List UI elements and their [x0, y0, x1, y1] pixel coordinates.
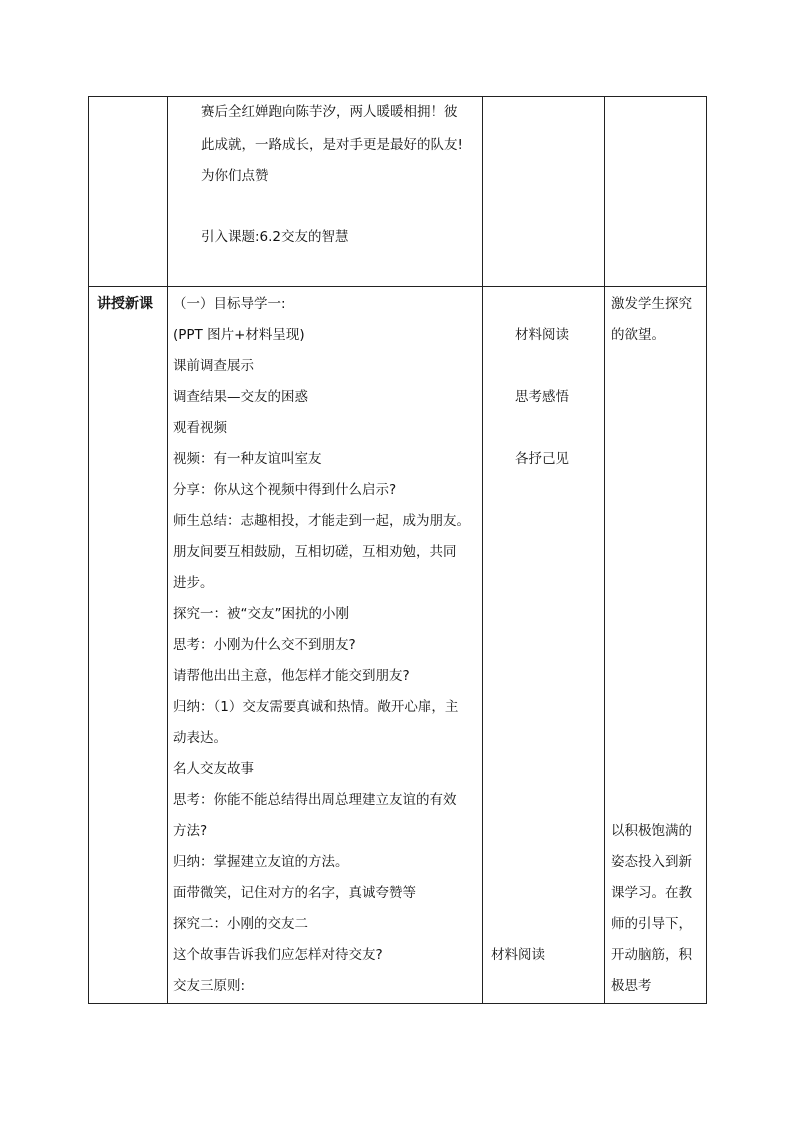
activity-line: 材料阅读 [515, 327, 569, 343]
section-title: 讲授新课 [97, 296, 153, 312]
table-row [89, 97, 707, 287]
content-line: 观看视频 [173, 420, 227, 436]
intent-line: 开动脑筋，积 [611, 947, 692, 963]
content-cell [168, 97, 483, 287]
intent-line: 课学习。在教 [611, 885, 692, 901]
content-line: 这个故事告诉我们应怎样对待交友? [173, 947, 383, 963]
activity-line: 材料阅读 [491, 947, 545, 963]
intent-line: 以积极饱满的 [611, 823, 692, 839]
content-line: 动表达。 [173, 730, 227, 746]
content-line: 交友三原则: [173, 978, 246, 994]
intent-line: 极思考 [611, 978, 652, 994]
content-line: 赛后全红婵跑向陈芋汐，两人暖暖相拥！彼 [201, 104, 458, 120]
content-line: 为你们点赞 [201, 168, 269, 184]
activity-line: 各抒己见 [515, 451, 569, 467]
content-line: 探究一：被“交友”困扰的小刚 [173, 606, 349, 622]
content-line: 请帮他出出主意，他怎样才能交到朋友? [173, 668, 410, 684]
content-cell [168, 287, 483, 1004]
content-line: 分享：你从这个视频中得到什么启示? [173, 482, 397, 498]
content-line: 引入课题:6.2交友的智慧 [201, 229, 349, 245]
intent-line: 激发学生探究 [611, 296, 692, 312]
content-line: 探究二：小刚的交友二 [173, 916, 308, 932]
content-line: （一）目标导学一: [173, 296, 286, 312]
content-line: (PPT 图片+材料呈现) [173, 327, 305, 343]
content-line: 思考：你能不能总结得出周总理建立友谊的有效 [173, 792, 457, 808]
section-cell [89, 287, 168, 1004]
content-line: 进步。 [173, 575, 214, 591]
content-line: 调查结果—交友的困惑 [173, 389, 308, 405]
intent-line: 姿态投入到新 [611, 854, 692, 870]
content-line: 视频：有一种友谊叫室友 [173, 451, 322, 467]
intent-line: 师的引导下， [611, 916, 692, 932]
content-line: 面带微笑，记住对方的名字，真诚夸赞等 [173, 885, 416, 901]
activity-line: 思考感悟 [515, 389, 569, 405]
intent-line: 的欲望。 [611, 327, 665, 343]
content-line: 师生总结：志趣相投，才能走到一起，成为朋友。 [173, 513, 470, 529]
design-intent-cell [605, 287, 707, 1004]
content-line: 方法? [173, 823, 208, 839]
content-line: 课前调查展示 [173, 358, 254, 374]
student-activity-cell [483, 97, 605, 287]
design-intent-cell [605, 97, 707, 287]
content-line: 朋友间要互相鼓励，互相切磋，互相劝勉，共同 [173, 544, 457, 560]
content-line: 此成就，一路成长，是对手更是最好的队友! [201, 137, 463, 153]
table-row [89, 287, 707, 1004]
content-line: 归纳：（1）交友需要真诚和热情。敞开心扉，主 [173, 699, 459, 715]
section-cell [89, 97, 168, 287]
content-line: 名人交友故事 [173, 761, 254, 777]
student-activity-cell [483, 287, 605, 1004]
lesson-plan-table [88, 96, 707, 1004]
content-line: 归纳：掌握建立友谊的方法。 [173, 854, 349, 870]
content-line: 思考：小刚为什么交不到朋友? [173, 637, 356, 653]
